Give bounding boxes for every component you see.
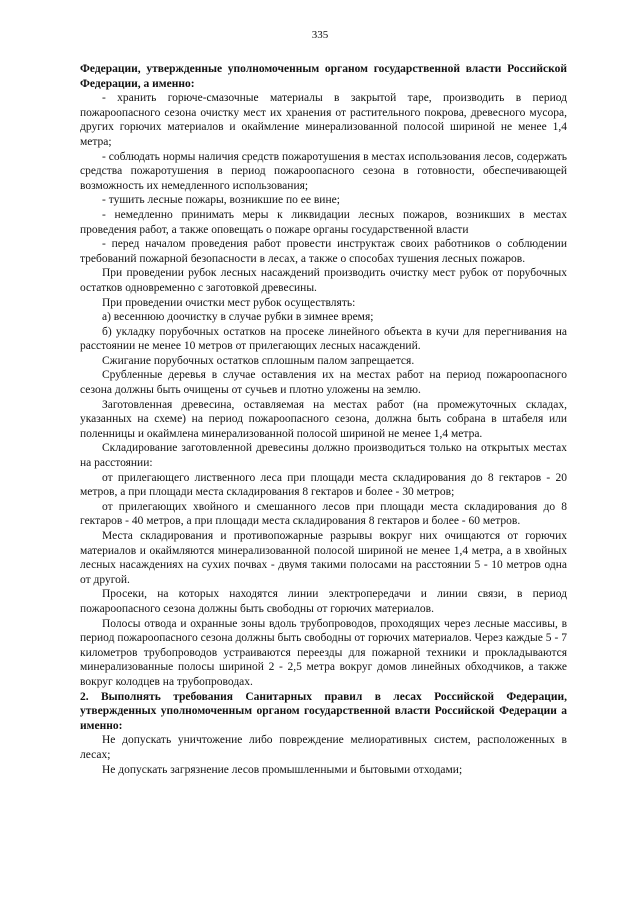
- body-paragraph: Полосы отвода и охранные зоны вдоль трубопроводов, проходящих через лесные массивы, в период пожароопасного сезона должны быть свободны от горючих материалов. Через каждые 5 - 7 километров трубопроводов устраиваются переезды для пожарной техники и прокладываются минерализованные полосы шириной 2 - 2,5 метра вокруг домов линейных обходчиков, а также вокруг колодцев на трубопроводах.: [80, 617, 567, 688]
- body-paragraph: - тушить лесные пожары, возникшие по ее вине;: [102, 194, 340, 207]
- body-paragraph: Складирование заготовленной древесины должно производиться только на открытых местах на расстоянии:: [80, 442, 567, 470]
- page-body: [80, 62, 567, 777]
- body-paragraph: от прилегающего лиственного леса при площади места складирования до 8 гектаров - 20 метров, а при площади места складирования 8 гектаров и более - 30 метров;: [80, 471, 567, 499]
- body-paragraph: При проведении очистки мест рубок осуществлять:: [102, 296, 356, 309]
- body-paragraph: Заготовленная древесина, оставляемая на местах работ (на промежуточных складах, указанных на схеме) на период пожароопасного сезона, должна быть собрана в штабеля или поленницы и окаймлена минерализованной полосой шириной не менее 1,4 метра.: [80, 398, 567, 440]
- body-paragraph: - соблюдать нормы наличия средств пожаротушения в местах использования лесов, содержать средства пожаротушения в период пожароопасного сезона в готовности, обеспечивающей возможность их немедленного использования;: [80, 150, 567, 192]
- body-paragraph: Не допускать уничтожение либо повреждение мелиоративных систем, расположенных в лесах;: [80, 734, 567, 761]
- body-paragraph: Просеки, на которых находятся линии электропередачи и линии связи, в период пожароопасного сезона должны быть свободны от горючих материалов.: [80, 588, 567, 615]
- body-paragraph: - перед началом проведения работ провести инструктаж своих работников о соблюдении требований пожарной безопасности в лесах, а также о способах тушения лесных пожаров.: [80, 238, 567, 265]
- body-paragraph: Срубленные деревья в случае оставления их на местах работ на период пожароопасного сезона должны быть очищены от сучьев и плотно уложены на землю.: [80, 369, 567, 397]
- body-paragraph: Не допускать загрязнение лесов промышленными и бытовыми отходами;: [102, 763, 463, 776]
- body-paragraph: от прилегающих хвойного и смешанного лесов при площади места складирования до 8 гектаров - 40 метров, а при площади места складирования 8 гектаров и более - 60 метров.: [80, 500, 567, 528]
- body-paragraph: а) весеннюю доочистку в случае рубки в зимнее время;: [102, 311, 374, 324]
- body-paragraph: - немедленно принимать меры к ликвидации лесных пожаров, возникших в местах проведения работ, а также оповещать о пожаре органы государственной власти: [80, 208, 567, 236]
- body-paragraph: - хранить горюче-смазочные материалы в закрытой таре, производить в период пожароопасного сезона очистку мест их хранения от растительного покрова, древесного мусора, других горючих материалов и окаймление минерализованной полосой шириной не менее 1,4 метра;: [80, 92, 567, 148]
- body-paragraph: б) укладку порубочных остатков на просеке линейного объекта в кучи для перегнивания на расстоянии не менее 10 метров от прилегающих лесных насаждений.: [80, 325, 567, 353]
- body-paragraph: При проведении рубок лесных насаждений производить очистку мест рубок от порубочных остатков одновременно с заготовкой древесины.: [80, 267, 567, 294]
- body-paragraph: Места складирования и противопожарные разрывы вокруг них очищаются от горючих материалов и окаймляются минерализованной полосой шириной не менее 1,4 метра, а в хвойных лесных насаждениях на сухих почвах - двумя такими полосами на расстоянии 5 - 10 метров одна от другой.: [80, 530, 567, 586]
- page-number: 335: [311, 29, 329, 41]
- section-heading: Федерации, утвержденные уполномоченным органом государственной власти Российской Федерации, а именно:: [80, 63, 567, 90]
- section-heading: 2. Выполнять требования Санитарных правил в лесах Российской Федерации, утвержденных уполномоченным органом государственной власти Российской Федерации а именно:: [80, 690, 567, 732]
- body-paragraph: Сжигание порубочных остатков сплошным палом запрещается.: [102, 354, 415, 367]
